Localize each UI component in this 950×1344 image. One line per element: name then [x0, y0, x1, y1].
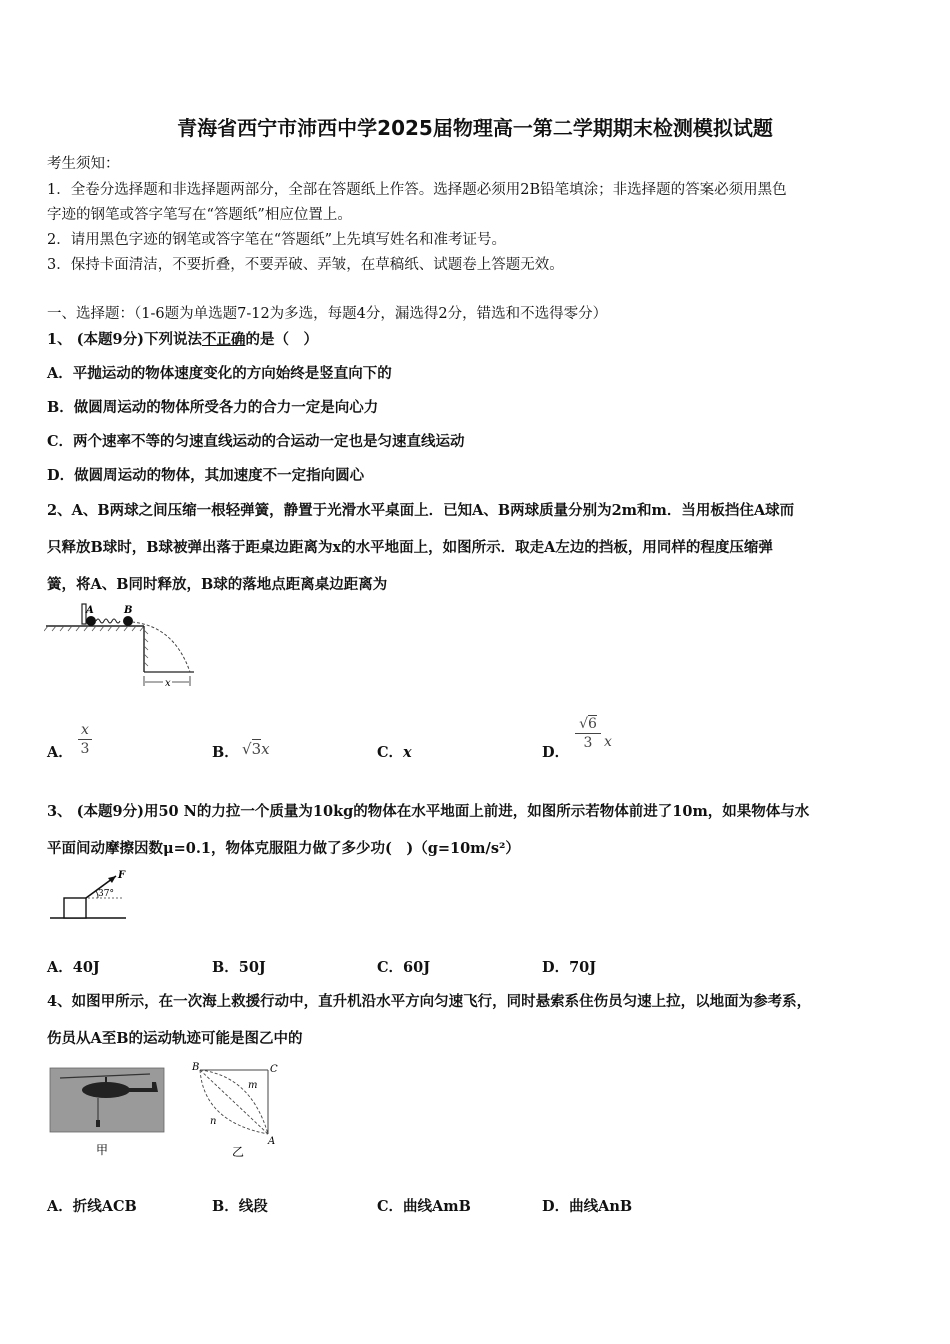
q1-option-c[interactable]: C．两个速率不等的匀速直线运动的合运动一定也是匀速直线运动	[47, 433, 465, 450]
q4-figure	[46, 1058, 286, 1162]
q4-point-b: B	[192, 1062, 200, 1073]
question-1-stem	[47, 328, 318, 349]
q3-option-c[interactable]: C．60J	[377, 959, 431, 976]
q1-suffix: 的是（ ）	[245, 331, 318, 348]
q4-option-c[interactable]: C．曲线AmB	[377, 1198, 471, 1215]
q2-option-b[interactable]	[212, 741, 239, 762]
q3-stem-line: 平面间动摩擦因数μ=0.1，物体克服阻力做了多少功( )（g=10m/s²）	[47, 840, 520, 857]
notice-heading: 考生须知：	[47, 156, 120, 172]
q3-option-b[interactable]: B．50J	[212, 959, 266, 976]
notice-item: 3．保持卡面清洁，不要折叠，不要弄破、弄皱，在草稿纸、试题卷上答题无效。	[47, 257, 564, 273]
q4-stem-line: 伤员从A至B的运动轨迹可能是图乙中的	[47, 1030, 303, 1047]
q2-option-d-fraction	[575, 716, 601, 751]
q2-option-b-expression	[242, 740, 270, 758]
q2-option-d-variable: x	[604, 734, 612, 750]
q2-option-c-value: x	[403, 744, 412, 761]
q2-option-a[interactable]	[47, 741, 73, 762]
q4-caption-left: 甲	[95, 1143, 109, 1157]
q4-point-a: A	[268, 1136, 276, 1147]
q1-option-a[interactable]: A．平抛运动的物体速度变化的方向始终是竖直向下的	[47, 365, 392, 382]
q3-force-label: F	[118, 870, 126, 881]
q3-figure	[48, 866, 132, 922]
q2-figure	[44, 600, 196, 692]
q2-option-c[interactable]	[377, 741, 412, 762]
q2-option-a-denominator: 3	[80, 741, 90, 757]
notice-item: 1．全卷分选择题和非选择题两部分，全部在答题纸上作答。选择题必须用2B铅笔填涂；非选择题的答案必须用黑色	[47, 182, 787, 198]
q1-option-b[interactable]: B．做圆周运动的物体所受各力的合力一定是向心力	[47, 399, 379, 416]
notice-item: 2．请用黑色字迹的钢笔或答字笔在“答题纸”上先填写姓名和准考证号。	[47, 232, 507, 248]
q2-option-b-label: B．	[212, 744, 239, 761]
q4-option-d[interactable]: D．曲线AnB	[542, 1198, 633, 1215]
q4-caption-right: 乙	[231, 1145, 245, 1159]
page-title: 青海省西宁市沛西中学2025届物理高一第二学期期末检测模拟试题	[177, 116, 773, 140]
q2-option-d-radicand: 6	[588, 716, 597, 732]
q4-curve-n: n	[210, 1116, 217, 1127]
q1-option-d[interactable]: D．做圆周运动的物体，其加速度不一定指向圆心	[47, 467, 365, 484]
q4-option-b[interactable]: B．线段	[212, 1198, 268, 1215]
q4-point-c: C	[270, 1064, 278, 1075]
q1-underlined: 不正确	[201, 331, 246, 348]
notice-item: 字迹的钢笔或答字笔写在“答题纸”相应位置上。	[47, 207, 352, 223]
q3-option-d[interactable]: D．70J	[542, 959, 597, 976]
q2-stem-line: 簧，将A、B同时释放，B球的落地点距离桌边距离为	[47, 576, 388, 593]
q2-label-x: x	[165, 678, 171, 689]
q2-option-c-label: C．	[377, 744, 404, 761]
q1-prefix: 1、 (本题9分)下列说法	[47, 331, 202, 348]
q2-option-b-variable: x	[261, 740, 270, 758]
section-heading: 一、选择题：（1-6题为单选题7-12为多选，每题4分，漏选得2分，错选和不选得零分）	[47, 306, 608, 322]
sqrt-sign: √	[579, 716, 588, 732]
q2-option-d-denominator: 3	[583, 735, 593, 751]
q2-label-b: B	[124, 605, 133, 616]
q2-option-a-label: A．	[47, 744, 73, 761]
q4-stem-line: 4、如图甲所示，在一次海上救援行动中，直升机沿水平方向匀速飞行，同时悬索系住伤员匀速上拉，以地面为参考系，	[47, 993, 812, 1010]
q2-option-d-numerator	[575, 716, 601, 732]
q3-angle-label: 37°	[98, 889, 114, 899]
fraction-bar	[78, 739, 92, 740]
q4-option-a[interactable]: A．折线ACB	[47, 1198, 137, 1215]
sqrt-sign: √	[242, 740, 252, 758]
q2-option-d[interactable]	[542, 741, 569, 762]
q2-option-a-fraction	[78, 722, 92, 757]
q3-option-a[interactable]: A．40J	[47, 959, 100, 976]
q2-label-a: A	[86, 605, 94, 616]
q2-option-a-numerator: x	[81, 722, 89, 738]
q4-curve-m: m	[248, 1080, 258, 1091]
q2-stem-line: 只释放B球时，B球被弹出落于距桌边距离为x的水平地面上，如图所示．取走A左边的挡板，用同样的程度压缩弹	[47, 539, 773, 556]
fraction-bar	[575, 733, 601, 734]
q2-option-d-label: D．	[542, 744, 570, 761]
q2-option-b-radicand: 3	[251, 740, 262, 758]
q2-stem-line: 2、A、B两球之间压缩一根轻弹簧，静置于光滑水平桌面上．已知A、B两球质量分别为2m和m．当用板挡住A球而	[47, 502, 795, 519]
q3-stem-line: 3、 (本题9分)用50 N的力拉一个质量为10kg的物体在水平地面上前进，如图所示若物体前进了10m，如果物体与水	[47, 803, 810, 820]
